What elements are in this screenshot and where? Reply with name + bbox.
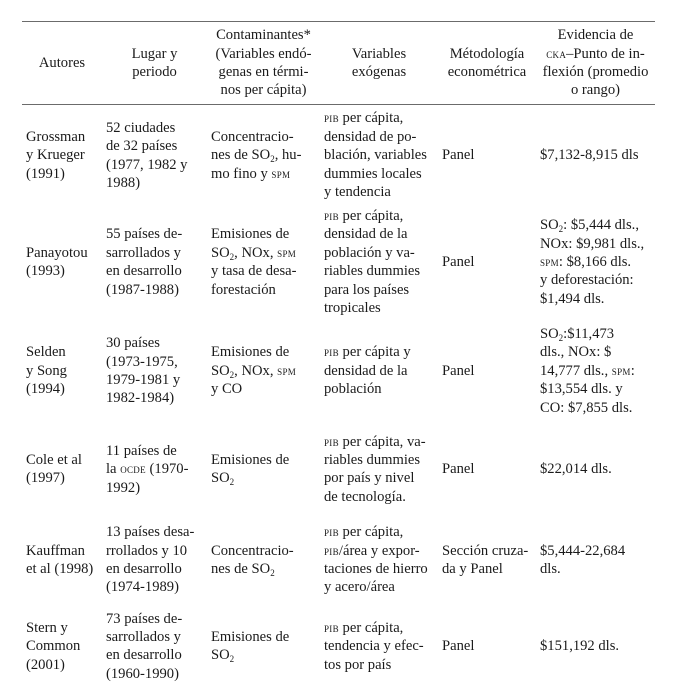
cell-text-line: Panel <box>442 362 475 379</box>
ekc-studies-table <box>22 22 655 687</box>
cell-evidencia <box>536 514 655 605</box>
cell-text-line: Panel <box>442 461 475 478</box>
acronym-pib: pib <box>324 524 339 540</box>
acronym-pib: pib <box>324 542 339 558</box>
cell-text-line: Grossman <box>26 128 86 145</box>
cell-text-line: (1987-1988) <box>106 281 179 298</box>
subscript-2: 2 <box>558 224 564 235</box>
header-variables-exogenas <box>320 22 438 104</box>
cell-text-line: riables dummies <box>324 263 421 280</box>
cell-text-line: econométrica <box>447 64 527 80</box>
cell-text-line: tropicales <box>324 300 381 317</box>
cell-text-line: y Krueger <box>26 147 85 164</box>
cell-metodologia <box>438 104 536 207</box>
cell-text-line: densidad de po- <box>324 128 417 145</box>
header-lugar-periodo <box>102 22 207 104</box>
cell-exogenas <box>320 605 438 687</box>
cell-text-line: Sección cruza- <box>442 542 529 559</box>
cell-evidencia <box>536 104 655 207</box>
cell-text-line: da y Panel <box>442 560 503 577</box>
cell-text-line: y tasa de desa- <box>211 263 297 280</box>
cell-text-line: pib per cápita y <box>324 344 411 361</box>
cell-text-line: dls., NOx: $ <box>540 344 612 361</box>
cell-text-line: Evidencia de <box>557 27 634 44</box>
cell-text-line: y CO <box>211 381 243 398</box>
cell-text-line: Selden <box>26 344 66 361</box>
cell-text-line: Kauffman <box>26 542 85 559</box>
cell-text-line: sarrollados y <box>106 629 181 646</box>
subscript-2: 2 <box>270 567 275 578</box>
cell-metodologia <box>438 605 536 687</box>
table-row <box>22 317 655 424</box>
cell-autores <box>22 514 102 605</box>
cell-text-line: Emisiones de <box>211 344 290 361</box>
cell-text-line: $SO_2:\$11,473$ <box>540 325 615 343</box>
cell-text-line: Panel <box>442 147 475 164</box>
cell-text-line: Métodología <box>449 45 525 62</box>
cell-text-line: población <box>324 381 382 398</box>
cell-text-line: Concentracio- <box>211 128 294 145</box>
acronym-cka: cka <box>546 45 567 61</box>
cell-text-line: Variables <box>351 45 407 62</box>
cell-text-line: 1992) <box>106 479 141 496</box>
cell-text-line: riables dummies <box>324 452 421 469</box>
header-evidencia <box>536 22 655 104</box>
cell-text-line: 1988) <box>106 174 141 191</box>
cell-text-line: $151,192 dls. <box>540 638 620 655</box>
cell-text-line: periodo <box>132 64 177 80</box>
cell-text-line: 73 países de- <box>106 610 183 627</box>
cell-text-line: pib per cápita, va- <box>324 433 426 450</box>
cell-text-line: $SO_2$ <box>211 470 235 488</box>
cell-lugar <box>102 424 207 514</box>
cell-autores <box>22 207 102 317</box>
cell-text-line: (1991) <box>26 165 65 182</box>
cell-text-line: en desarrollo <box>106 263 182 280</box>
cell-text-line: pib per cápita, <box>324 524 404 541</box>
cell-text-line: $SO_2$, NOx, spm <box>211 244 297 262</box>
cell-text-line: Panel <box>442 254 475 271</box>
cell-text-line: (1977, 1982 y <box>106 156 188 173</box>
acronym-spm: spm <box>277 244 297 260</box>
cell-text-line: para los países <box>324 281 410 298</box>
header-autores <box>22 22 102 104</box>
cell-lugar <box>102 514 207 605</box>
cell-text-line: Lugar y <box>131 45 178 62</box>
cell-autores <box>22 317 102 424</box>
cell-text-line: Cole et al <box>26 452 82 469</box>
cell-text-line: pib per cápita, <box>324 208 404 224</box>
cell-text-line: $SO_2$: $5,444 dls., <box>540 217 639 235</box>
cell-text-line: de 32 países <box>106 138 178 155</box>
cell-text-line: la ocde (1970- <box>106 461 189 478</box>
acronym-spm: spm <box>277 362 297 378</box>
table-row <box>22 207 655 317</box>
cell-lugar <box>102 207 207 317</box>
cell-text-line: y acero/área <box>324 579 395 596</box>
cell-text-line: 1979-1981 y <box>106 371 181 388</box>
cell-text-line: pib per cápita, <box>324 110 404 127</box>
acronym-spm: spm <box>611 362 631 378</box>
subscript-2: 2 <box>229 251 235 262</box>
cell-text-line: CO: $7,855 dls. <box>540 399 633 416</box>
cell-text-line: (2001) <box>26 656 65 673</box>
cell-text-line: dummies locales <box>324 165 422 182</box>
cell-metodologia <box>438 207 536 317</box>
cell-lugar <box>102 104 207 207</box>
cell-contaminantes <box>207 207 320 317</box>
cell-text-line: Autores <box>38 54 86 71</box>
header-contaminantes <box>207 22 320 104</box>
cell-contaminantes <box>207 104 320 207</box>
acronym-ocde: ocde <box>120 461 146 477</box>
acronym-spm: spm <box>540 254 559 270</box>
subscript-2: 2 <box>229 654 235 665</box>
cell-text-line: 55 países de- <box>106 226 183 243</box>
cell-text-line: cka–Punto de in- <box>546 45 645 62</box>
cell-contaminantes <box>207 424 320 514</box>
cell-text-line: (1974-1989) <box>106 579 179 596</box>
table-row <box>22 605 655 687</box>
cell-text-line: $1,494 dls. <box>540 290 605 307</box>
cell-text-line: NOx: $9,981 dls., <box>540 235 645 252</box>
cell-lugar <box>102 605 207 687</box>
cell-text-line: tendencia y efec- <box>324 638 424 655</box>
cell-text-line: Concentracio- <box>211 542 294 559</box>
cell-text-line: Emisiones de <box>211 629 290 646</box>
cell-text-line: densidad de la <box>324 226 408 243</box>
cell-contaminantes <box>207 514 320 605</box>
cell-text-line: Common <box>26 638 81 655</box>
cell-text-line: $13,554 dls. y <box>540 381 623 398</box>
cell-text-line: taciones de hierro <box>324 560 428 577</box>
cell-text-line: (1997) <box>26 470 65 487</box>
cell-autores <box>22 104 102 207</box>
cell-metodologia <box>438 317 536 424</box>
cell-text-line: pib/área y expor- <box>324 542 420 559</box>
acronym-pib: pib <box>324 433 339 449</box>
cell-text-line: blación, variables <box>324 147 427 164</box>
cell-exogenas <box>320 104 438 207</box>
cell-text-line: Panayotou <box>26 244 88 261</box>
cell-text-line: pib per cápita, <box>324 619 404 636</box>
cell-text-line: 14,777 dls., spm: <box>540 362 635 379</box>
cell-text-line: genas en térmi- <box>218 64 309 80</box>
cell-text-line: densidad de la <box>324 362 408 379</box>
cell-text-line: en desarrollo <box>106 647 182 664</box>
cell-exogenas <box>320 424 438 514</box>
table-row <box>22 424 655 514</box>
cell-text-line: 11 países de <box>106 442 177 459</box>
cell-metodologia <box>438 514 536 605</box>
cell-text-line: de tecnología. <box>324 488 406 505</box>
table-row <box>22 104 655 207</box>
cell-text-line: dls. <box>540 560 561 577</box>
acronym-pib: pib <box>324 344 339 360</box>
subscript-2: 2 <box>558 332 564 343</box>
table-header-row <box>22 22 655 104</box>
cell-text-line: 30 países <box>106 335 160 352</box>
cell-text-line: $7,132-8,915 dls <box>540 147 639 164</box>
cell-exogenas <box>320 207 438 317</box>
cell-text-line: nes de $SO_2$ <box>211 560 275 578</box>
cell-exogenas <box>320 514 438 605</box>
cell-text-line: $22,014 dls. <box>540 461 612 478</box>
cell-text-line: sarrollados y <box>106 244 181 261</box>
cell-text-line: (Variables endó- <box>215 45 312 62</box>
header-metodologia <box>438 22 536 104</box>
cell-text-line: $SO_2$ <box>211 647 235 665</box>
cell-text-line: (1960-1990) <box>106 665 179 682</box>
subscript-2: 2 <box>270 154 275 165</box>
cell-text-line: mo fino y spm <box>211 165 291 182</box>
cell-text-line: Panel <box>442 638 475 655</box>
subscript-2: 2 <box>229 477 235 488</box>
cell-evidencia <box>536 605 655 687</box>
cell-evidencia <box>536 207 655 317</box>
cell-text-line: y tendencia <box>324 184 391 201</box>
cell-text-line: población y va- <box>324 244 415 261</box>
cell-text-line: spm: $8,166 dls. <box>540 254 632 271</box>
cell-contaminantes <box>207 317 320 424</box>
cell-text-line: 13 países desa- <box>106 524 195 541</box>
cell-text-line: (1993) <box>26 263 65 280</box>
cell-text-line: tos por país <box>324 656 392 673</box>
cell-autores <box>22 424 102 514</box>
acronym-pib: pib <box>324 619 339 635</box>
cell-text-line: nes de $SO_2$, hu- <box>211 147 302 165</box>
cell-text-line: $5,444-22,684 <box>540 542 626 559</box>
cell-evidencia <box>536 424 655 514</box>
cell-lugar <box>102 317 207 424</box>
cell-text-line: Emisiones de <box>211 452 290 469</box>
cell-text-line: 52 ciudades <box>106 119 176 136</box>
cell-contaminantes <box>207 605 320 687</box>
cell-text-line: Stern y <box>26 619 68 636</box>
cell-text-line: nos per cápita) <box>220 82 307 99</box>
cell-metodologia <box>438 424 536 514</box>
table-row <box>22 514 655 605</box>
cell-text-line: y deforestación: <box>540 272 634 289</box>
cell-text-line: (1994) <box>26 381 65 398</box>
cell-exogenas <box>320 317 438 424</box>
cell-text-line: exógenas <box>351 64 407 80</box>
cell-text-line: en desarrollo <box>106 560 182 577</box>
cell-text-line: Contaminantes* <box>216 27 311 44</box>
cell-text-line: et al (1998) <box>26 560 94 577</box>
cell-text-line: 1982-1984) <box>106 390 175 407</box>
cell-text-line: $SO_2$, NOx, spm <box>211 362 297 380</box>
acronym-spm: spm <box>271 165 291 181</box>
cell-autores <box>22 605 102 687</box>
cell-text-line: rrollados y 10 <box>106 542 188 559</box>
cell-text-line: (1973-1975, <box>106 353 178 370</box>
cell-text-line: por país y nivel <box>324 470 415 487</box>
cell-text-line: Emisiones de <box>211 226 290 243</box>
acronym-pib: pib <box>324 110 339 126</box>
cell-evidencia <box>536 317 655 424</box>
acronym-pib: pib <box>324 208 339 223</box>
cell-text-line: flexión (promedio <box>542 64 649 80</box>
cell-text-line: y Song <box>26 362 67 379</box>
cell-text-line: o rango) <box>570 82 621 99</box>
cell-text-line: forestación <box>211 281 276 298</box>
subscript-2: 2 <box>229 369 235 380</box>
